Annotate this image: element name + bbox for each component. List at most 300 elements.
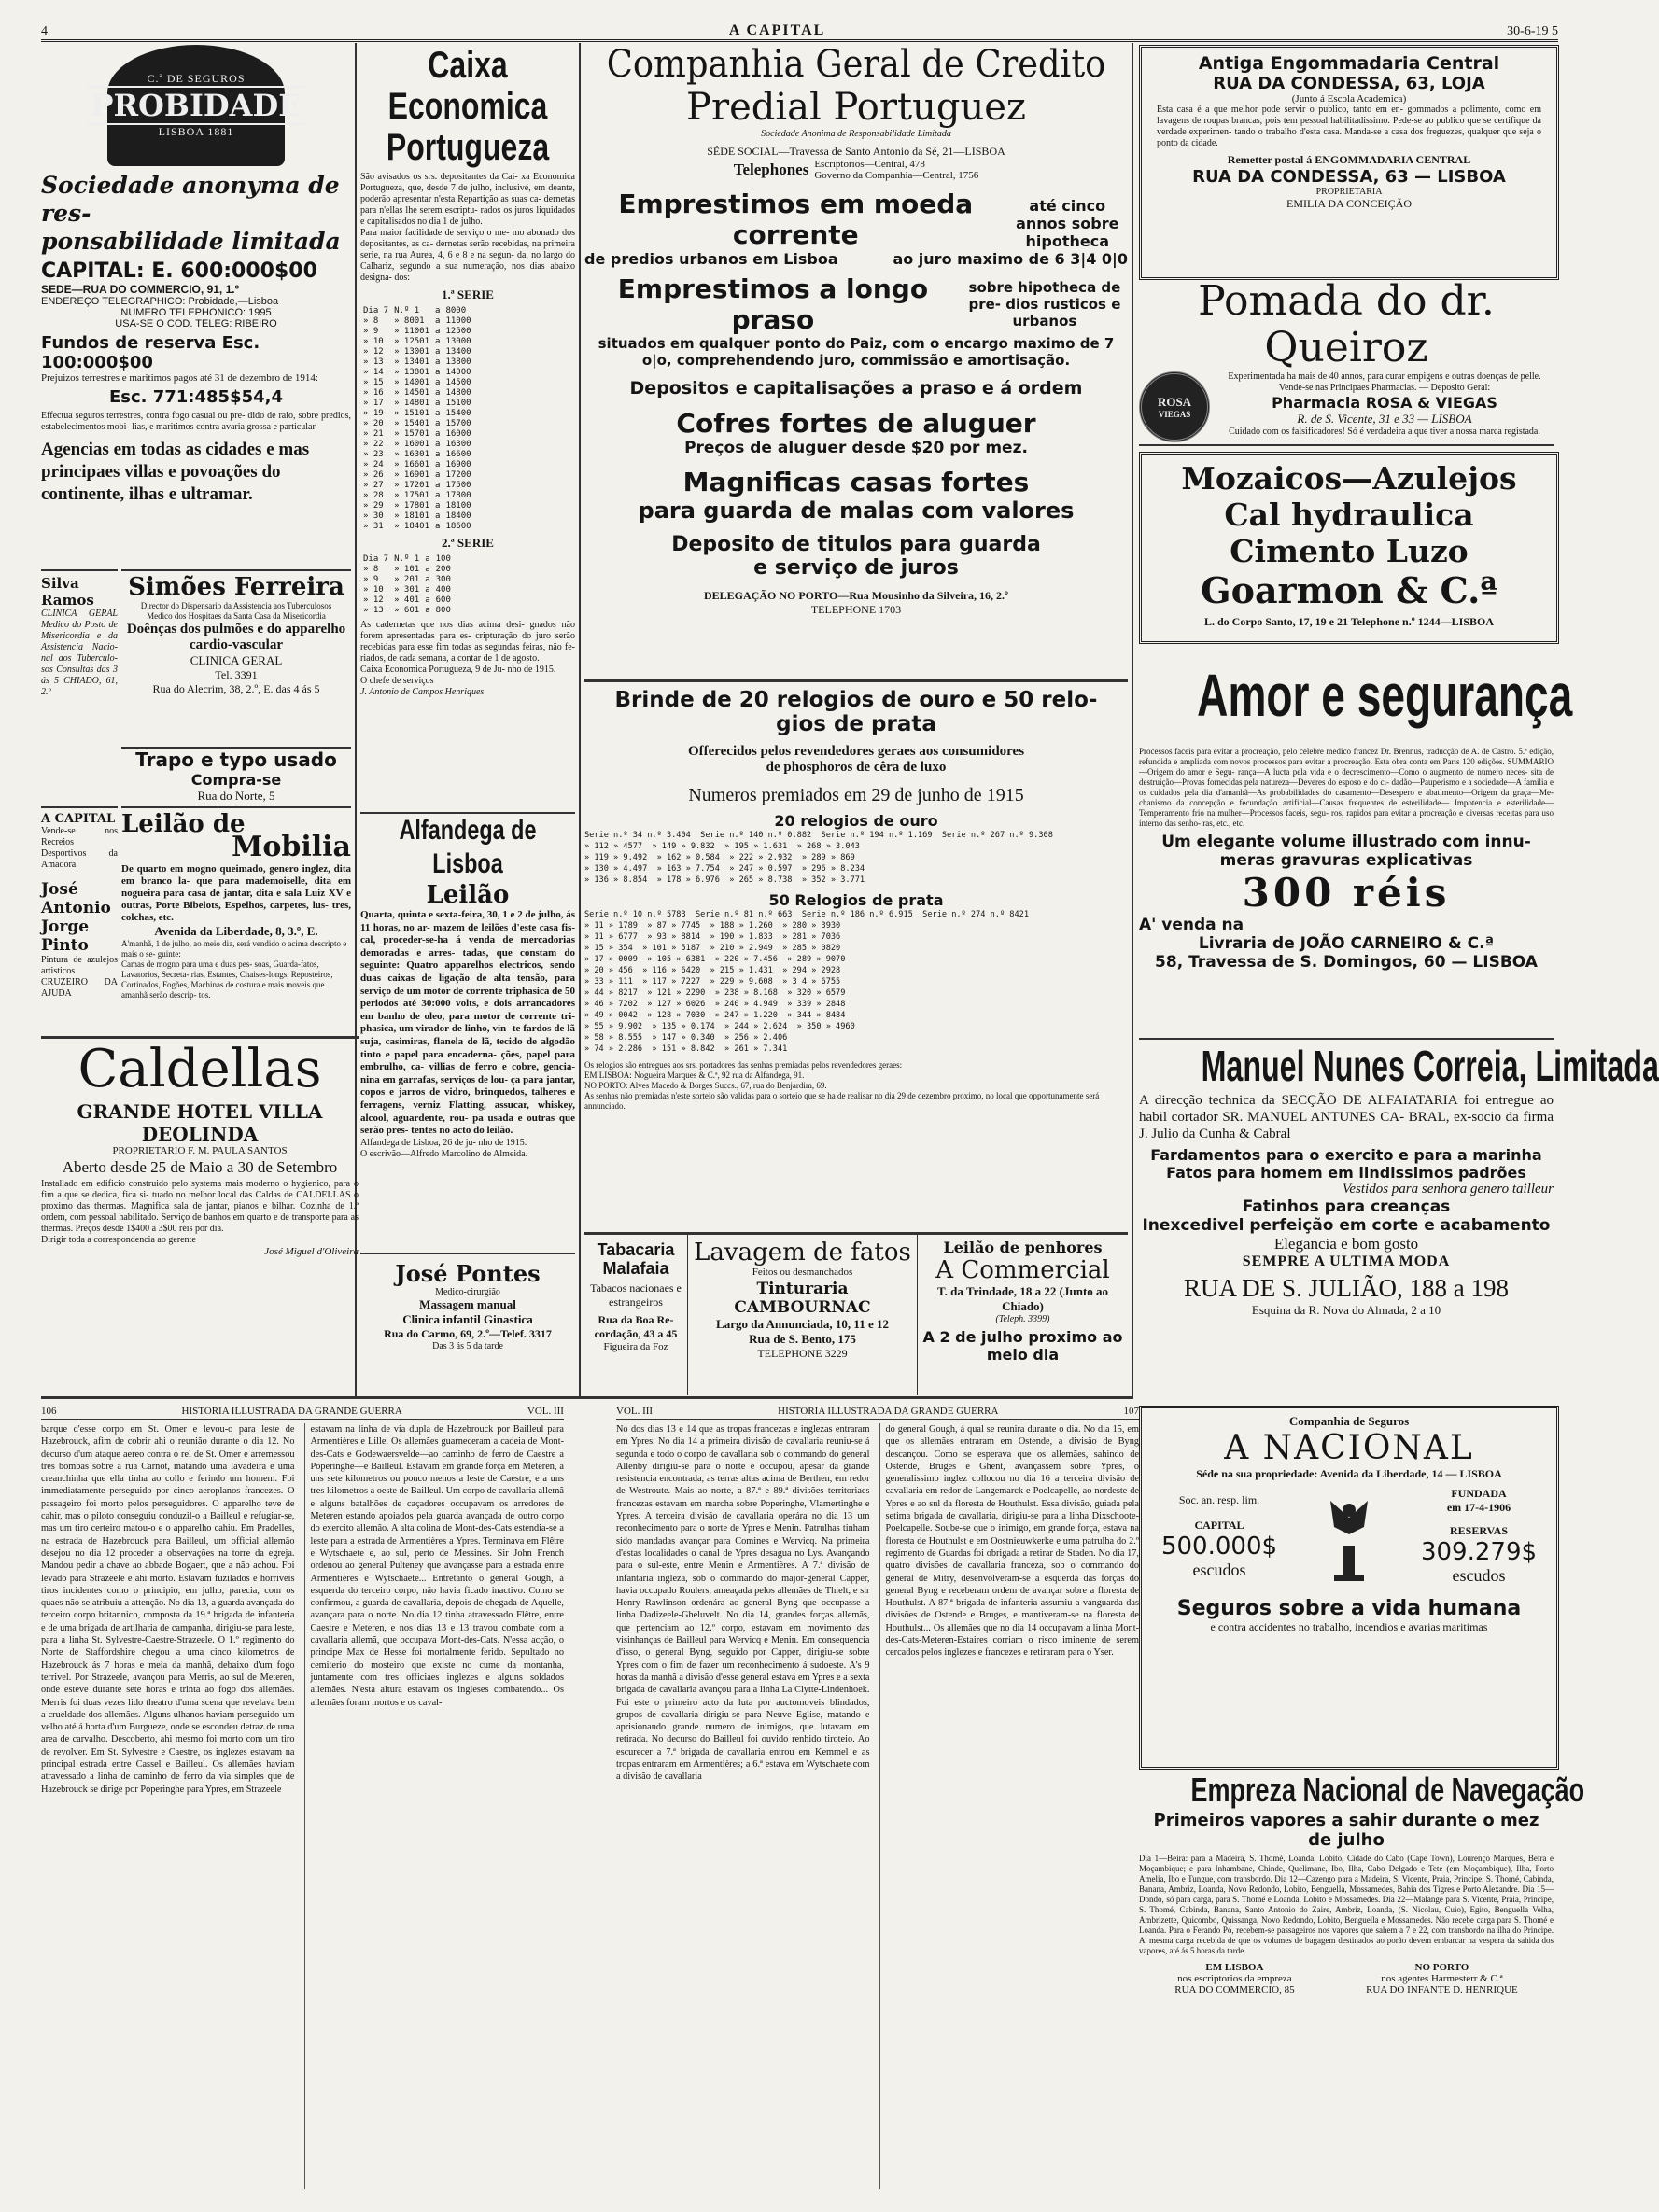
manuel-line-3: Vestidos para senhora genero tailleur (1342, 1182, 1554, 1197)
probidade-capital: CAPITAL: E. 600:000$00 (41, 259, 317, 283)
alfandega-sign: O escrivão—Alfredo Marcolino de Almeida. (360, 1148, 528, 1159)
serie-cell: » 27 (363, 481, 384, 490)
predial-ad (584, 43, 1128, 678)
serie-cell: 17500 (445, 481, 471, 490)
serie-cell: 600 (435, 595, 451, 605)
caldellas-open: Aberto desde 25 de Maio a 30 de Setembro (62, 1158, 338, 1176)
serie-cell: a (435, 470, 441, 480)
manuel-line-1: Fardamentos para o exercito e para a marinha (1150, 1146, 1542, 1164)
historia-106-title: HISTORIA ILLUSTRADA DA GRANDE GUERRA (181, 1406, 402, 1417)
page-date: 30-6-19 5 (1507, 24, 1558, 38)
serie-cell: 16900 (445, 460, 471, 469)
trapo-addr: Rua do Norte, 5 (197, 789, 275, 803)
brinde-note-4: As senhas não premiadas n'este sorteio são validas para o sorteio que se ha de realisar no dia 29 de dezembro proximo, no local que opportunamente será annunciado. (584, 1091, 1100, 1111)
serie-row (360, 511, 474, 522)
serie-cell: a (435, 337, 441, 346)
predial-emp-1 (584, 189, 1128, 250)
serie-cell: a (435, 409, 441, 418)
serie-cell: » 14501 (394, 388, 430, 398)
mozaicos-line-4: Goarmon & C.ª (1201, 569, 1497, 611)
pomada-pharm: Pharmacia ROSA & VIEGAS (1272, 394, 1497, 412)
engommadaria-title: Antiga Engommadaria Central (1198, 53, 1500, 74)
leilao-penhores-ad (918, 1235, 1128, 1395)
serie-cell: » 401 (394, 595, 420, 605)
serie-cell: a (435, 522, 441, 531)
simoes-line-4: CLINICA GERAL (190, 653, 283, 667)
probidade-telephone: NUMERO TELEPHONICO: 1995 (120, 307, 272, 318)
engommadaria-ad (1139, 45, 1559, 280)
leilao-penhores-addr: T. da Trindade, 18 a 22 (Junto ao Chiado) (936, 1284, 1109, 1313)
serie-cell: » 11001 (394, 327, 430, 336)
mozaicos-ad (1139, 452, 1559, 644)
serie-cell: 100 (435, 554, 451, 564)
prize-row: » 55 » 9.902 » 135 » 0.174 » 244 » 2.624 » 350 » 4960 (584, 1022, 855, 1031)
simoes-tel: Tel. 3391 (215, 668, 258, 681)
silva-ramos-text: CLINICA GERAL Medico do Posto de Misericordia e da Assistencia Nacio- nal aos Tuberculo- sos Consultas das 3 ás 5 CHIADO, 61, 2.º (41, 609, 118, 697)
serie-cell: a (435, 419, 441, 428)
serie-cell: a (435, 429, 441, 439)
leilao-mobilia-title-2: Mobilia (232, 831, 351, 863)
pomada-title: Pomada do dr. Queiroz (1198, 277, 1495, 371)
serie-cell: » 21 (363, 429, 384, 439)
predial-titulos-1: Deposito de titulos para guarda (671, 533, 1041, 556)
lavagem-addr-1: Largo da Annunciada, 10, 11 e 12 (716, 1317, 889, 1331)
predial-emp-1d: ao juro maximo de 6 3|4 0|0 (893, 250, 1128, 268)
tabacaria-place: Figueira da Foz (603, 1341, 668, 1352)
jose-pontes-role: Medico-cirurgião (435, 1287, 500, 1297)
serie-cell: 300 (435, 575, 451, 584)
historia-page-106 (41, 1406, 564, 2199)
historia-106-header (41, 1406, 564, 1420)
serie-cell: a (435, 440, 441, 449)
historia-107-col-2: do general Gough, á qual se reunira durante o dia. No dia 15, em que os allemães entraram em Ostende, a divisão de Byng descançou. Como se esperava que os allemães, sahindo de Ostende, Bruges e Ghent, avançassem sobre Ypres, o generalissimo inglez collocou no dia 16 a terceira divisão de cavallaria em redor de Langemarck e Poelcapelle, ao nordeste de Ypres e ao sul da floresta de Houthulst. Essa divisão, guiada pela setima brigada de cavallaria, dirigiu-se para a linha Dixschoote-Poelcapelle. Soube-se que o inimigo, em grande força, estava na floresta de Houthulst e em Oostnieuwkerke e uma patrulha do 2.º regimento de Guardas foi obrigada a retirar de Staden. No dia 17, quatro divisões de cavallaria franceza, sob o commando do general de Mitry, desenvolveram-se a esquerda das forças do general Byng e receberam ordem de avançar sobre a floresta de Houthulst. A 87.ª brigada de infanteria assumiu a vanguarda das divisões de Ostende e Bruges, e mantiveram-se na floresta de Houthulst... Os allemães que no dia 14 occupavam a linha Mont-des-Cats-Meteren-Estaires corriam o risco iminente de serem cercados pelos inglezes e francezes e retiraram para o Yser. (879, 1423, 1140, 2189)
nacional-capital: 500.000$ (1160, 1532, 1278, 1561)
probidade-sede: SEDE—RUA DO COMMERCIO, 91, 1.º (41, 283, 239, 296)
historia-106-vol: VOL. III (527, 1406, 564, 1417)
tabacaria-addr: Rua da Boa Re- cordação, 43 a 45 (594, 1313, 678, 1340)
serie-cell: a (425, 595, 430, 605)
serie-row (360, 316, 474, 327)
serie-cell: N.º 1 (394, 554, 420, 564)
probidade-seal (91, 45, 302, 166)
capital-side-ad (41, 806, 118, 1032)
serie-cell: 18100 (445, 501, 471, 511)
serie-cell: » 20 (363, 419, 384, 428)
caldellas-ad (41, 1036, 359, 1393)
serie-cell: » 101 (394, 565, 420, 574)
serie-cell: a (425, 554, 430, 564)
caixa-title-1: Caixa Economica (387, 45, 548, 127)
mozaicos-addr: L. do Corpo Santo, 17, 19 e 21 Telephone n.º 1244—LISBOA (1203, 615, 1495, 628)
jose-pontes-name: José Pontes (395, 1260, 541, 1287)
prize-row: » 11 » 6777 » 93 » 8814 » 190 » 1.833 » 281 » 7036 (584, 932, 841, 942)
engommadaria-text: Esta casa é a que melhor pode servir o publico, tanto em en- gommados a polimento, como em lavagens de roupas brancas, pois tem pessoal habilitadissimo. Pede-se ao publico que se certifique da verdade experimen- tando o trabalho d'esta casa. Manda-se a casa dos freguezes, qualquer que seja o ponto da cidade. (1157, 105, 1541, 148)
serie-cell: » 12 (363, 595, 384, 605)
nacional-title: A NACIONAL (1224, 1429, 1474, 1467)
nacional-reservas: 309.279$ (1420, 1538, 1538, 1566)
seal-top-text: C.ª DE SEGUROS (147, 72, 246, 85)
serie-cell: 15400 (445, 409, 471, 418)
pomada-ad (1139, 278, 1554, 446)
leilao-mobilia-title-1: Leilão de (121, 810, 246, 838)
lavagem-name: Tinturaria CAMBOURNAC (734, 1280, 871, 1317)
navegacao-lisboa: EM LISBOA (1205, 1962, 1264, 1973)
serie-cell: 800 (435, 606, 451, 615)
navegacao-lisboa-addr: nos escriptorios da empreza (1177, 1973, 1292, 1984)
predial-emp-1b: até cinco annos sobre hipotheca (1016, 197, 1119, 250)
serie-row (360, 595, 454, 606)
caldellas-hotel: GRANDE HOTEL VILLA DEOLINDA (77, 1100, 323, 1145)
serie-cell: a (425, 606, 430, 615)
brinde-title-2: gios de prata (776, 712, 936, 736)
historia-107-vol: VOL. III (616, 1406, 654, 1417)
serie-cell: » 9 (363, 327, 379, 336)
brinde-prata-title: 50 Relogios de prata (768, 891, 944, 909)
brinde-note-3: NO PORTO: Alves Macedo & Borges Succs., 67, rua do Benjardim, 69. (584, 1081, 827, 1090)
paper-title: A CAPITAL (728, 22, 826, 38)
simoes-line-3: Doênças dos pulmões e do apparelho cardio-vascular (126, 622, 346, 652)
historia-107-header (616, 1406, 1139, 1420)
historia-107-page: 107 (1123, 1406, 1139, 1417)
serie-cell: » 10 (363, 585, 384, 595)
silva-ramos-name: Silva Ramos (41, 575, 94, 609)
leilao-penhores-title-2: A Commercial (935, 1256, 1110, 1284)
serie-cell: 16300 (445, 440, 471, 449)
serie-cell: » 18101 (394, 511, 430, 521)
historia-page-107 (616, 1406, 1139, 2199)
leilao-mobilia-text: De quarto em mogno queimado, genero inglez, dita em branco la- que para mademoiselle, dita em nogueira para casa de jantar, dita e sala Luiz XV e outras, Porte Bibelots, Espelhos, carpetes, lus- tres, colchas, etc. (121, 863, 351, 923)
mozaicos-line-1: Mozaicos—Azulejos (1181, 460, 1517, 497)
predial-cofres: Cofres fortes de aluguer (676, 408, 1036, 439)
predial-porto: DELEGAÇÃO NO PORTO—Rua Mousinho da Silveira, 16, 2.º (703, 589, 1009, 602)
nacional-reservas-label: RESERVAS (1449, 1524, 1509, 1537)
brinde-title-1: Brinde de 20 relogios de ouro e 50 relo- (614, 688, 1098, 712)
simoes-line-2: Medico dos Hospitaes da Santa Casa da Misericordia (147, 611, 326, 621)
serie-cell: » 17201 (394, 481, 430, 490)
seal-main-text: PROBIDADE (87, 86, 304, 125)
serie-cell: 16000 (445, 429, 471, 439)
serie-cell: » 26 (363, 470, 384, 480)
brinde-offered-1: Offerecidos pelos revendedores geraes aos consumidores (687, 744, 1025, 759)
serie-row (360, 481, 474, 491)
serie-cell: 13400 (445, 347, 471, 357)
serie-row (360, 327, 474, 337)
manuel-nunes-ad (1139, 1038, 1659, 1398)
simoes-name: Simões Ferreira (128, 573, 344, 601)
amor-ad (1139, 644, 1573, 1036)
serie-cell: » 23 (363, 450, 384, 459)
capital-side-title: A CAPITAL (41, 812, 116, 826)
bottom-ads-row (584, 1232, 1128, 1395)
manuel-addr: RUA DE S. JULIÃO, 188 a 198 (1184, 1274, 1509, 1302)
trapo-title: Trapo e typo usado (135, 749, 337, 771)
tabacaria-ad (584, 1235, 688, 1395)
serie-cell: » 16 (363, 388, 384, 398)
caixa-serie-1-title: 1.ª SERIE (442, 287, 494, 301)
brinde-note-1: Os relogios são entregues aos srs. portadores das senhas premiadas pelos revendedores geraes: (584, 1060, 903, 1070)
alfandega-date: Alfandega de Lisboa, 26 de ju- nho de 1915. (360, 1137, 527, 1148)
serie-row (360, 522, 474, 532)
serie-cell: a (435, 491, 441, 500)
predial-emp-1a: Emprestimos em moeda corrente (618, 189, 974, 250)
serie-cell: » 12501 (394, 337, 430, 346)
simoes-ferreira-ad (121, 569, 351, 758)
leilao-mobilia-ad (121, 806, 351, 1032)
leilao-mobilia-details: Camas de mogno para uma e duas pes- soas, Guarda-fatos, Lavatorios, Secreta- rias, Estantes, Chaises-longs, Reposteiros, Cortinados, Fogões, Machinas de costura e mais moveis que amanhã serão descrip- tos. (121, 959, 333, 1000)
nacional-capital-unit: escudos (1192, 1560, 1246, 1579)
serie-cell: » 19 (363, 409, 384, 418)
serie-row (360, 399, 474, 409)
simoes-addr: Rua do Alecrim, 38, 2.º, E. das 4 ás 5 (152, 682, 320, 695)
column-rule (1132, 43, 1133, 1396)
serie-cell: a (435, 399, 441, 408)
serie-cell: 17800 (445, 491, 471, 500)
serie-cell: 13800 (445, 357, 471, 367)
statue-icon (1321, 1490, 1377, 1583)
serie-cell: » 16601 (394, 460, 430, 469)
serie-cell: » 18401 (394, 522, 430, 531)
pomada-warn: Cuidado com os falsificadores! Só é verdadeira a que tiver a nossa marca registada. (1229, 427, 1540, 437)
trapo-sub: Compra-se (190, 771, 282, 789)
engommadaria-owner: EMILIA DA CONCEIÇÃO (1286, 197, 1412, 210)
predial-tel-2: Governo da Companhia—Central, 1756 (814, 170, 979, 181)
serie-cell: » 15 (363, 378, 384, 387)
caixa-sign-2: O chefe de serviços (360, 676, 434, 686)
caldellas-title: Caldellas (77, 1039, 322, 1099)
nacional-seguros: Seguros sobre a vida humana (1176, 1597, 1522, 1620)
serie-row (360, 554, 454, 565)
serie-cell: a (425, 585, 430, 595)
caixa-outro: As cadernetas que nos dias acima desi- gnados não forem apresentadas para es- cripturação do juro serão recebidas para esse fim todas as segundas feiras, não fe- riados, de cada semana, a contar de 1 de agosto. (360, 620, 575, 664)
lavagem-ad (688, 1235, 918, 1395)
predial-emp-1c: de predios urbanos em Lisboa (584, 250, 838, 268)
serie-cell: a (435, 501, 441, 511)
serie-cell: » 24 (363, 460, 384, 469)
leilao-mobilia-addr: Avenida da Liberdade, 8, 3.º, E. (154, 924, 318, 938)
serie-cell: a (435, 460, 441, 469)
nacional-fund-date: em 17-4-1906 (1446, 1501, 1511, 1514)
leilao-mobilia-when: A'manhã, 1 de julho, ao meio dia, será vendido o acima descripto e mais o se- guinte: (121, 939, 347, 959)
nacional-reservas-unit: escudos (1452, 1566, 1506, 1585)
prize-row: » 130 » 4.497 » 163 » 7.754 » 247 » 0.597 » 296 » 8.234 (584, 864, 865, 874)
amor-price: 300 réis (1242, 870, 1451, 916)
nacional-capital-label: CAPITAL (1194, 1518, 1244, 1532)
probidade-ad (41, 45, 351, 567)
brinde-note-2: EM LISBOA: Nogueira Marques & C.ª, 92 rua da Alfandega, 91. (584, 1071, 805, 1080)
amor-text: Processos faceis para evitar a procreação, pelo celebre medico francez Dr. Brennus, traducção de A. de Castro. 5.ª edição, refundida e ampliada com novos processos para evitar a procreação. Esta obra conta em Paris 120 edições. SUMMARIO—Origem do amor e Segu- rança—A lucta pela vida e o decrescimento—Como o augmento de numero neces- sita de destruição—Provas fornecidas pela natureza—Deveres do esposo e do ci- dadão—Pauperismo e a sociedade—A familia e os cuidados pela dia d'amanhã—As probabilidades do casamento—Desespero e abatimento—Origem da graça—Me- chanismo da concepção e fecundação artificial—Causas frequentes de esterilidade— Impotencia e esterilidade—Temperamento frio na mulher—Processos faceis, segu- ros, rapidos para evitar a procreação e diversas receitas para uso interno das senho- ras, etc., etc. (1139, 747, 1554, 828)
prize-row: » 119 » 9.492 » 162 » 0.584 » 222 » 2.932 » 289 » 869 (584, 853, 855, 862)
serie-cell: a (425, 565, 430, 574)
caixa-intro: São avisados os srs. depositantes da Cai- xa Economica Portugueza, que, desde 7 de julho, inclusivé, em deante, poderão apresentar n'esta Repartição as suas ca- dernetas para n'ellas lhe serem escriptu- rados os juros liquidados e capitalisados no dia 1 de julho. (360, 172, 575, 227)
prize-row: » 136 » 8.854 » 178 » 6.976 » 265 » 8.738 » 352 » 3.771 (584, 875, 865, 885)
serie-cell: » 15101 (394, 409, 430, 418)
engommadaria-addr-2: RUA DA CONDESSA, 63 — LISBOA (1192, 167, 1506, 187)
predial-sede: SÉDE SOCIAL—Travessa de Santo Antonio da Sé, 21—LISBOA (707, 145, 1005, 158)
brinde-offered-2: de phosphoros de cêra de luxo (766, 760, 947, 775)
predial-emp-2a: Emprestimos a longo praso (617, 273, 929, 335)
serie-row (360, 501, 474, 511)
manuel-line-4: Fatinhos para creanças (1242, 1197, 1451, 1216)
predial-emp-2b: sobre hipotheca de pre- dios rusticos e urbanos (968, 279, 1121, 329)
nacional-sede: Séde na sua propriedade: Avenida da Liberdade, 14 — LISBOA (1196, 1467, 1502, 1480)
predial-tel-1: Escriptorios—Central, 478 (814, 159, 925, 170)
caixa-title-2: Portugueza (386, 127, 550, 168)
serie-cell: » 12 (363, 347, 384, 357)
simoes-line-1: Director do Dispensario da Assistencia aos Tuberculosos (140, 601, 332, 610)
serie-cell: a (435, 450, 441, 459)
historia-106-col-1: barque d'esse corpo em St. Omer e levou-o para leste de Hazebrouck, afim de cobrir ahi o reunião durante o dia 12. No decurso d'um ataque aereo contra o rel de St. Omer e arremessou tres bombas sobre a rua Carnot, matando uma lavadeira e uma creanchinha que ella tinha ao collo e ferindo um homem. Foi immediatamente perseguido por cinco aeroplanos francezes. O passageiro foi morto pelos perseguidores. O apparelho teve de cahir, mas o piloto conseguiu conduzil-o a Bailleul e refugiar-se, mas um tiro certeiro matou-o e o apparelho cahiu. Em Pradelles, na estrada de Hazebrouck para Bailleul, um official allemão desejou no dia 12 proceder a observações na torre da egreja. Mandou pedir a chave ao abbade Bogaert, que a não achou. Foi levado para Strazeele e ahi morto. Estavam fuzilados e horriveis tiros incidentes como o principio, em julho, parecia, com os quaes não se atribuiu a attenção. No dia 13, a guarda avançada do terceiro corpo britannico, composta da 19.ª brigada de infanteria e de uma brigada de artilharia de campanha, dirigiu-se para leste, para a linha St. Sylvestre-Caestre-Strazeele. O 1.º regimento do Norte de Staffordshire chegou a uma cinco kilometros de Hazebrouck ás 7 horas e meia da manhã, debaixo d'um fogo terrivel. Por Strazeele, avançou para Merris, ao sul de Meteren, onde esteve durante sete horas e trinta ao fogo dos allemães. Merris foi duas vezes lido theatro d'uma scena que revelava bem a crueldade dos allemães. Alguns ulhanos haviam perseguido um velho até á horta d'um Burgueze, onde se escondeu detraz de uma area de carvalho. Descoberto, ahi mesmo foi morto com um tiro de revolver. Em St. Sylvestre e Caestre, os inglezes estavam na principal estrada entre Cassel e Bailleul. Os allemães haviam atravessado a linha de caminho de ferro da via simples que de Hazebrouck se dirige por Poperinghe para Ypres, em Strazeele (41, 1424, 295, 1795)
serie-row (360, 388, 474, 399)
jose-pontes-line-2: Clinica infantil Ginastica (402, 1312, 533, 1326)
prize-row: » 20 » 456 » 116 » 6420 » 215 » 1.431 » 294 » 2928 (584, 966, 841, 975)
engommadaria-near: (Junto á Escola Academica) (1291, 93, 1407, 105)
mozaicos-line-3: Cimento Luzo (1230, 533, 1469, 569)
serie-cell: 15100 (445, 399, 471, 408)
jose-pontes-line-1: Massagem manual (419, 1297, 516, 1311)
jose-pinto-name: José Antonio Jorge Pinto (41, 880, 111, 955)
mozaicos-line-2: Cal hydraulica (1224, 497, 1474, 533)
caixa-intro-2: Para maior facilidade de serviço o me- mo abonado dos depositantes, as ca- dernetas serão recebidas, na primeira serie, na rua Aurea, 4, 6 e 8 e na segun- da, no largo do Calhariz, segundo a sua numeração, nos dias abaixo designa- dos: (360, 228, 575, 283)
serie-cell: » 13 (363, 357, 384, 367)
serie-cell: 200 (435, 565, 451, 574)
engommadaria-remeter: Remetter postal á ENGOMMADARIA CENTRAL (1227, 153, 1471, 166)
predial-title-1: Companhia Geral de Credito (606, 43, 1106, 86)
serie-row (360, 409, 474, 419)
predial-emp-2 (584, 273, 1128, 335)
rosa-seal-bottom: VIEGAS (1158, 410, 1191, 419)
jose-pontes-line-4: Das 3 ás 5 da tarde (432, 1341, 503, 1351)
manuel-text: A direcção technica da SECÇÃO DE ALFAIATARIA foi entregue ao habil cortador SR. MANUEL ANTUNES CA- BRAL, ex-socio da firma J. Julio da Cunha & Cabral (1139, 1093, 1554, 1141)
brinde-ouro-rows (584, 830, 1128, 886)
amor-livraria: Livraria de JOÃO CARNEIRO & C.ª (1198, 934, 1495, 953)
predial-malas: para guarda de malas com valores (638, 497, 1075, 524)
prize-row: » 74 » 2.286 » 151 » 8.842 » 261 » 7.341 (584, 1044, 788, 1054)
pomada-text: Experimentada ha mais de 40 annos, para curar empigens e outras doenças de pelle. Vende-se nas Principaes Pharmacias. — Deposito Geral: (1228, 371, 1541, 393)
caixa-sign-3: J. Antonio de Campos Henriques (360, 687, 485, 697)
pomada-addr: R. de S. Vicente, 31 e 33 — LISBOA (1297, 412, 1472, 426)
nacional-ad (1139, 1406, 1559, 1770)
rosa-seal-icon (1139, 371, 1210, 442)
caldellas-text: Installado em edificio construido pelo systema mais moderno o hygienico, para o fim a que se dedica, fica si- tuado no melhor local das Caldas de CALDELLAS o proximo das thermas. Magnifica sala de jantar, pianos e bilhar. Cozinha de 1.ª ordem, com pessoal habilitado. Serviço de banhos em quarto e de transporte para as thermas. Preços desde 1$400 a 3$00 réis por dia. (41, 1179, 359, 1234)
engommadaria-addr: RUA DA CONDESSA, 63, LOJA (1213, 74, 1485, 93)
predial-dep: Depositos e capitalisações a praso e á ordem (629, 378, 1083, 399)
probidade-reserve: Fundos de reserva Esc. 100:000$00 (41, 333, 260, 372)
seal-bottom-text: LISBOA 1881 (158, 125, 234, 138)
nacional-company: Companhia de Seguros (1288, 1414, 1410, 1428)
prize-row: Serie n.º 34 n.º 3.404 Serie n.º 140 n.º 0.882 Serie n.º 194 n.º 1.169 Serie n.º 267 n.º 9.308 (584, 831, 1053, 840)
serie-cell: 12500 (445, 327, 471, 336)
serie-cell: 11000 (445, 316, 471, 326)
predial-sub: Sociedade Anonima de Responsabilidade Limitada (761, 129, 951, 139)
amor-vol: Um elegante volume illustrado com innu- meras gravuras explicativas (1161, 833, 1531, 870)
manuel-line-6: Elegancia e bom gosto (1273, 1235, 1419, 1253)
historia-107-col-1: No dos dias 13 e 14 que as tropas francezas e inglezas entraram em Ypres. No dia 14 a primeira divisão de cavallaria reuniu-se á segunda e todo o corpo de cavallaria sob o commando do general Allenby dirigiu-se para o norte e occupou, apesar da grande resistencia encontrada, as terras altas acima de Berthen, em redor de Westroute. Mais ao norte, a 87.ª e 89.ª divisões territoriaes francezas estavam em marcha sobre Poperinghe, Vlamertinghe e Ypres. A terceira divisão de cavallaria operára no dia 13 um reconhecimento para o norte de Ypres e Menin. Patrulhas tinham sido mandadas avançar para Comines e Wervicq. Na primeira d'estas localidades o canal de Ypres desagua no Lys. Avançando para o sul-este, entre Menin e Armentières. A 7.ª divisão de infantaria ingleza, sob o commando do major-general Capper, havia occupado Roulers, ameaçada pelos allemães de Thielt, e sir Henry Rawlinson ordenára ao general Byng que occupasse a linha Dadizeele-Gheluvelt. No dia 14, grandes forças allemãs, que pertenciam ao 12.º corpo, estavam em movimento das visinhanças de Bailleul para Wervicq e Menin. Em consequencia d'isso, o general Byng, seguido por Capper, dirigiu-se sobre Ypres com o fim de fazer um reconhecimento á sudoeste. A's 9 horas da manhã a divisão d'esse general estava em Ypres e a sexta brigada de cavallaria avançou para a linha La Clytte-Lindenhoek. Foi este o primeiro acto da luta por auctomoveis blindados, grupos de cavallaria dirigiu-se para Neuve Eglise, matando e aprisionando grande numero de inimigos, que lutavam em retirada. No decurso do Bailleul foi ouvido renhido tiroteio. Ao escurecer a 7.ª brigada de cavallaria entrou em Kemmel e as tropas entraram em Armentières; a 6.ª estava em Wytschaete com a divisão de cavallaria (616, 1424, 870, 1783)
serie-cell: » 29 (363, 501, 384, 511)
tabacaria-name: Tabacaria Malafaia (597, 1240, 675, 1278)
caixa-serie-2-title: 2.ª SERIE (442, 536, 494, 550)
leilao-penhores-date: A 2 de julho proximo ao meio dia (922, 1328, 1123, 1364)
serie-cell: a (435, 357, 441, 367)
serie-cell: » 16001 (394, 440, 430, 449)
predial-title-2: Predial Portuguez (686, 86, 1026, 129)
serie-cell: a (435, 306, 441, 315)
serie-cell: » 31 (363, 522, 384, 531)
probidade-losses: Prejuizos terrestres e maritimos pagos até 31 de dezembro de 1914: (41, 372, 318, 384)
prize-row: » 49 » 0042 » 128 » 7030 » 247 » 1.220 » 344 » 8484 (584, 1011, 846, 1020)
lavagem-addr-2: Rua de S. Bento, 175 (749, 1332, 856, 1346)
serie-cell: » 28 (363, 491, 384, 500)
serie-row (360, 460, 474, 470)
serie-cell: » 201 (394, 575, 420, 584)
serie-cell: » 9 (363, 575, 379, 584)
predial-casas: Magnificas casas fortes (682, 467, 1030, 497)
serie-row (360, 450, 474, 460)
predial-emp-2c: situados em qualquer ponto do Paiz, com o encargo maximo de 7 o|o, comprehendendo juro, commissão e amortisação. (598, 335, 1115, 369)
prize-row: » 15 » 354 » 101 » 5187 » 210 » 2.949 » 285 » 0820 (584, 944, 841, 953)
serie-cell: a (435, 388, 441, 398)
serie-cell: » 13801 (394, 368, 430, 377)
historia-106-columns (41, 1423, 564, 2189)
alfandega-ad (360, 812, 575, 1253)
serie-cell: 18400 (445, 511, 471, 521)
serie-cell: 400 (435, 585, 451, 595)
serie-cell: » 8001 (394, 316, 425, 326)
prize-row: » 44 » 8217 » 121 » 2290 » 238 » 8.168 » 320 » 6579 (584, 988, 846, 998)
serie-row (360, 378, 474, 388)
manuel-line-2: Fatos para homem em lindissimos padrões (1166, 1164, 1526, 1182)
section-rule (41, 1396, 1133, 1399)
leilao-penhores-title-1: Leilão de penhores (943, 1239, 1103, 1256)
serie-cell: a (435, 378, 441, 387)
nacional-soc: Soc. an. resp. lim. (1178, 1492, 1260, 1506)
rosa-seal-top: ROSA (1157, 395, 1192, 409)
engommadaria-owner-label: PROPRIETARIA (1315, 187, 1383, 197)
caixa-sign-1: Caixa Economica Portugueza, 9 de Ju- nho de 1915. (360, 665, 556, 675)
serie-cell: » 10 (363, 337, 384, 346)
page-number: 4 (41, 24, 48, 38)
serie-cell: » 13001 (394, 347, 430, 357)
serie-cell: 13000 (445, 337, 471, 346)
serie-row (360, 565, 454, 575)
capital-side-text: Vende-se nos Recreios Desportivos da Amadora. (41, 826, 118, 870)
predial-titulos-2: e serviço de juros (753, 556, 959, 580)
serie-cell: » 301 (394, 585, 420, 595)
pomada-body (1139, 371, 1554, 442)
caixa-serie-1-table (360, 306, 474, 532)
column-rule (579, 43, 581, 1396)
serie-row (360, 306, 474, 316)
historia-107-columns (616, 1423, 1139, 2189)
prize-row: » 11 » 1789 » 87 » 7745 » 188 » 1.260 » 280 » 3930 (584, 921, 841, 931)
brinde-ad (584, 679, 1128, 1233)
serie-cell: » 14801 (394, 399, 430, 408)
serie-cell: » 14 (363, 368, 384, 377)
probidade-code: USA-SE O COD. TELEG: RIBEIRO (115, 318, 277, 329)
nacional-contra: e contra accidentes no trabalho, incendios e avarias maritimas (1210, 1620, 1488, 1633)
serie-cell: 14500 (445, 378, 471, 387)
manuel-corner: Esquina da R. Nova do Almada, 2 a 10 (1251, 1303, 1441, 1317)
serie-cell: N.º 1 (394, 306, 420, 315)
tabacaria-text: Tabacos nacionaes e estrangeiros (590, 1281, 682, 1309)
historia-106-col-2: estavam na linha de via dupla de Hazebrouck por Bailleul para Armentières e Lille. Os allemães guarneceram a cadeia de Mont-des-Cats e Godewaersvelde—ao caminho de ferro de Caestre a Poperinghe—e Bailleul. Estavam em grande força em Meteren, a uns sete kilometros ou pouco menos a leste de Caestre, e a uns tres kilometros a oeste de Bailleul. Um corpo de cavallaria allemã e alguns batalhões de caçadores occupavam os arredores de Meteren estando apoiados pela guarda avançada de outro corpo do exercito allemão. A alta colina de Mont-des-Cats estendia-se a leste para a estrada de Armentières a Ypres. Terminava em Flêtre e Wytschaete e, ao sul, perto de Messines. Sir John French ordenou ao general Pulteney que avançasse para a estrada entre Armentières e Wytschaete... Entretanto o general Gough, á esquerda do terceiro corpo, não havia ficado inactivo. Como se confirmou, a guarda de cavallaria, depois de chegada de Aquelle, avançara para o norte. No dia 12 tinha atravessado Flêtre, entre Caestre e Meteren, e nos dias 13 e 13 travou combate com a cavallaria allemã, que occupava Mont-des-Cats. N'essa acção, o principe Max de Hesse foi mortalmente ferido. Sepultado no cemiterio do mosteiro que existe no cume da montanha, juntamente com tres officiaes inglezes e alguns soldados allemães. N'esta altura estavam os ingleses combatendo... Os allemães foram mortos e os caval- (304, 1423, 565, 2189)
predial-emp-1-bottom (584, 250, 1128, 268)
predial-phone: TELEPHONE 1703 (810, 603, 902, 616)
serie-cell: » 16901 (394, 470, 430, 480)
navegacao-text: Dia 1—Beira: para a Madeira, S. Thomé, Loanda, Lobito, Cidade do Cabo (Cape Town), Lourenço Marques, Beira e Moçambique; e para Inhambane, Chinde, Quelimane, Ibo, Ilha, Cabo Delgado e Tete (em Moçambique), Ilha, Porto Amelia, Ibo e Tungue, com transbordo. Dia 12—Cazengo para a Madeira, S. Vicente, Praia, Principe, S. Thomé, Cabinda, Banana, Ambriz, Loanda, Novo Redondo, Lobito, Benguella, Mossamedes, Bahia dos Tigres e Porto Alexandre. Dia 15—Dondo, só para carga, para S. Thomé e Loanda, Lobito e Mossamedes. Dia 22—Malange para S. Vicente, Praia, Principe, S. Thomé, Cabinda, Banana, Santo Antonio do Zaire, Ambriz, Loanda, (S. Nicolau, Cuio), Egito, Benguella Velha, Ambrizette, Quicombo, Quissanga, Novo Redondo, Lobito, Benguella e Mossamedes. Não recebe carga para S. Thomé e Loanda. Para o Ferando Pó, recebem-se passageiros nos vapores que sahem a 7 e 22, com transbordo na ilha do Principe. A' mesma carga recebida de que os volumes de bagagem destinados ao porão devem embarcar na vespera da sahida dos vapores, até ás 5 horas da tarde. (1139, 1854, 1554, 1955)
lavagem-sub: Feitos ou desmanchados (752, 1267, 853, 1278)
serie-row (360, 357, 474, 368)
navegacao-porto-addr: nos agentes Harmesterr & C.ª (1381, 1973, 1503, 1984)
